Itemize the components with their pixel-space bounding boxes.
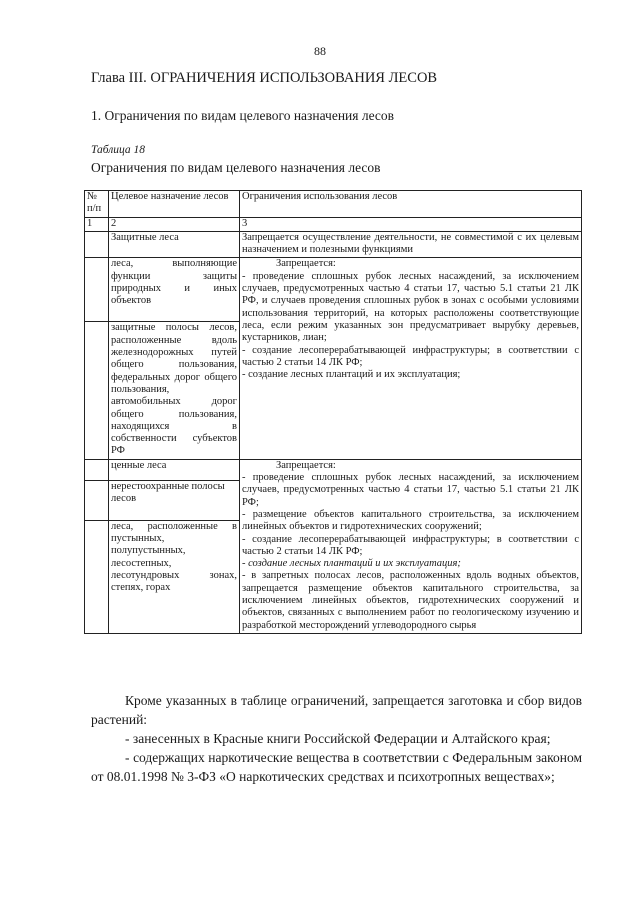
purpose-cell: защитные полосы лесов, расположенные вдоль железнодорожных путей общего пользования, федеральных дорог общего пользования, автомобильных дорог общего пользования, находящихся в собственности субъектов РФ <box>109 322 240 459</box>
table-header-row <box>85 191 582 218</box>
restriction-item: - проведение сплошных рубок лесных насаждений, за исключением случаев, предусмотренных частью 4 статьи 17, частью 5.1 статьи 21 ЛК РФ; <box>242 472 579 508</box>
header-purpose: Целевое назначение лесов <box>109 191 240 218</box>
restriction-heading: Запрещается: <box>276 258 336 270</box>
restriction-cell: Запрещается осуществление деятельности, не совместимой с их целевым назначением и полезными функциями <box>240 231 582 258</box>
purpose-cell: ценные леса <box>109 459 240 480</box>
restriction-item: - создание лесоперерабатывающей инфраструктуры; в соответствии с частью 2 статьи 14 ЛК РФ; <box>242 533 579 557</box>
table-row <box>85 459 582 480</box>
restriction-item: - создание лесных плантаций и их эксплуатация; <box>242 558 461 570</box>
number-cell <box>85 322 109 459</box>
section-title: 1. Ограничения по видам целевого назначения лесов <box>91 108 395 123</box>
table-label: Таблица 18 <box>91 144 146 156</box>
chapter-title: Глава III. ОГРАНИЧЕНИЯ ИСПОЛЬЗОВАНИЯ ЛЕСОВ <box>91 70 438 86</box>
purpose-cell: нерестоохранные полосы лесов <box>109 481 240 521</box>
number-cell <box>85 459 109 480</box>
restriction-item: - размещение объектов капитального строительства, за исключением линейных объектов и гидротехнических сооружений; <box>242 508 579 533</box>
page-number: 88 <box>314 44 326 58</box>
table-row <box>85 258 582 322</box>
index-cell-2: 2 <box>109 217 240 231</box>
restriction-cell <box>240 459 582 633</box>
restriction-item: - проведение сплошных рубок лесных насаждений, за исключением случаев, предусмотренных частью 4 статьи 17, частью 5.1 статьи 21 ЛК РФ, и случаев проведения сплошных рубок в зонах с особыми условиями использования территорий, на которых расположены соответствующие леса, если режим указанных зон предусматривает вырубку деревьев, кустарников, лиан; <box>242 270 579 344</box>
body-paragraph: - содержащих наркотические вещества в соответствии с Федеральным законом от 08.01.1998 № 3-ФЗ «О наркотических средствах и психотропных веществах»; <box>91 750 582 784</box>
body-paragraph: Кроме указанных в таблице ограничений, запрещается заготовка и сбор видов растений: <box>91 693 582 727</box>
header-restrictions: Ограничения использования лесов <box>240 191 582 218</box>
table-row <box>85 231 582 258</box>
restriction-heading: Запрещается: <box>276 459 336 471</box>
purpose-cell: леса, выполняющие функции защиты природных и иных объектов <box>109 258 240 322</box>
restriction-item: - в запретных полосах лесов, расположенных вдоль водных объектов, запрещается размещение объектов капитального строительства, за исключением линейных объектов, гидротехнических сооружений и объектов, связанных с выполнением работ по геологическому изучению и разработкой месторождений углеводородного сырья <box>242 570 579 631</box>
number-cell <box>85 481 109 521</box>
header-number: № п/п <box>85 191 109 218</box>
body-paragraph: - занесенных в Красные книги Российской Федерации и Алтайского края; <box>125 731 551 746</box>
purpose-cell: леса, расположенные в пустынных, полупустынных, лесостепных, лесотундровых зонах, степях, горах <box>109 520 240 633</box>
number-cell <box>85 258 109 322</box>
restrictions-table <box>84 190 582 634</box>
number-cell <box>85 231 109 258</box>
number-cell <box>85 520 109 633</box>
table-index-row <box>85 217 582 231</box>
index-cell-1: 1 <box>85 217 109 231</box>
table-caption: Ограничения по видам целевого назначения лесов <box>91 160 381 175</box>
purpose-cell: Защитные леса <box>109 231 240 258</box>
restriction-item: - создание лесных плантаций и их эксплуатация; <box>242 369 461 381</box>
index-cell-3: 3 <box>240 217 582 231</box>
restriction-item: - создание лесоперерабатывающей инфраструктуры; в соответствии с частью 2 статьи 14 ЛК РФ; <box>242 344 579 368</box>
restriction-cell <box>240 258 582 459</box>
